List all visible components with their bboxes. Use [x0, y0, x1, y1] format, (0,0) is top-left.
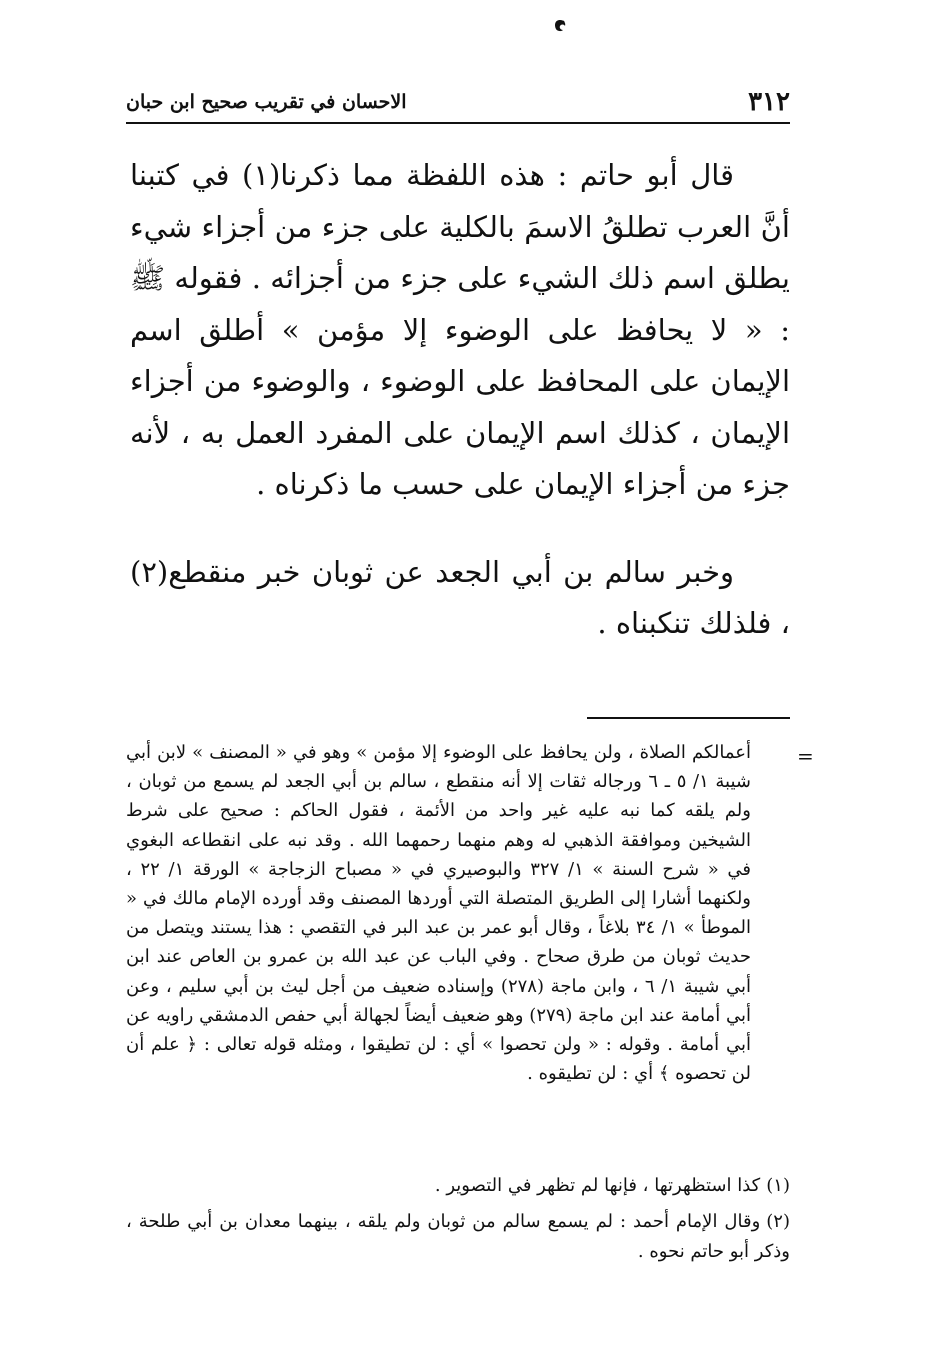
ornament-icon	[552, 18, 568, 34]
footnote-2	[126, 1207, 790, 1267]
footnote-number: (٢)	[766, 1211, 790, 1232]
main-text	[130, 150, 790, 650]
footnote-text: وقال الإمام أحمد : لم يسمع سالم من ثوبان ولم يلقه ، بينهما معدان بن أبي طلحة ، وذكر أبو حاتم نحوه .	[126, 1211, 790, 1262]
running-title: الاحسان في تقريب صحيح ابن حبان	[126, 91, 407, 113]
footnote-text: أعمالكم الصلاة ، ولن يحافظ على الوضوء إلا مؤمن » وهو في « المصنف » لابن أبي شيبة ١/ ٥ ـ ٦ ورجاله ثقات إلا أنه منقطع ، سالم بن أبي الجعد لم يسمع من ثوبان ، ولم يلقه كما نبه عليه غير واحد من الأئمة ، فقول الحاكم : صحيح على شرط الشيخين وموافقة الذهبي له وهم منهما رحمهما الله . وقد نبه على انقطاعه البغوي في « شرح السنة » ١/ ٣٢٧ والبوصيري في « مصباح الزجاجة » الورقة ١/ ٢٢ ، ولكنهما أشارا إلى الطريق المتصلة التي أوردها المصنف وقد أورده الإمام مالك في « الموطأ » ١/ ٣٤ بلاغاً ، وقال أبو عمر بن عبد البر في التقصي : هذا يستند ويتصل من حديث ثوبان من طرق صحاح . وفي الباب عن عبد الله بن عمرو بن العاص عند ابن أبي شيبة ١/ ٦ ، وابن ماجة (٢٧٨) وإسناده ضعيف من أجل ليث بن أبي سليم ، وعن أبي أمامة عند ابن ماجة (٢٧٩) وهو ضعيف أيضاً لجهالة أبي حفص الدمشقي راويه عن أبي أمامة . وقوله : « ولن تحصوا » أي : لن تطيقوا ، ومثله قوله تعالى : ﴿ علم أن لن تحصوه ﴾ أي : لن تطيقوه .	[126, 742, 752, 1085]
page-header	[126, 84, 790, 120]
footnote-continuation-mark: =	[797, 744, 814, 768]
page-number: ٣١٢	[748, 87, 790, 117]
footnote-separator	[587, 717, 790, 719]
header-rule	[126, 122, 790, 124]
footnote-1	[126, 1171, 790, 1201]
footnote-number: (١)	[766, 1175, 790, 1196]
footnote-text: كذا استظهرتها ، فإنها لم تظهر في التصوير .	[434, 1175, 761, 1196]
paragraph: قال أبو حاتم : هذه اللفظة مما ذكرنا(١) في كتبنا أنَّ العرب تطلقُ الاسمَ بالكلية على جزء من أجزاء شيء يطلق اسم ذلك الشيء على جزء من أجزائه . فقوله ﷺ : « لا يحافظ على الوضوء إلا مؤمن » أطلق اسم الإيمان على المحافظ على الوضوء ، والوضوء من أجزاء الإيمان ، كذلك اسم الإيمان على المفرد العمل به ، لأنه جزء من أجزاء الإيمان على حسب ما ذكرناه .	[130, 158, 790, 501]
paragraph: وخبر سالم بن أبي الجعد عن ثوبان خبر منقطع(٢) ، فلذلك تنكبناه .	[130, 554, 790, 640]
footnote-continuation	[126, 738, 751, 1088]
